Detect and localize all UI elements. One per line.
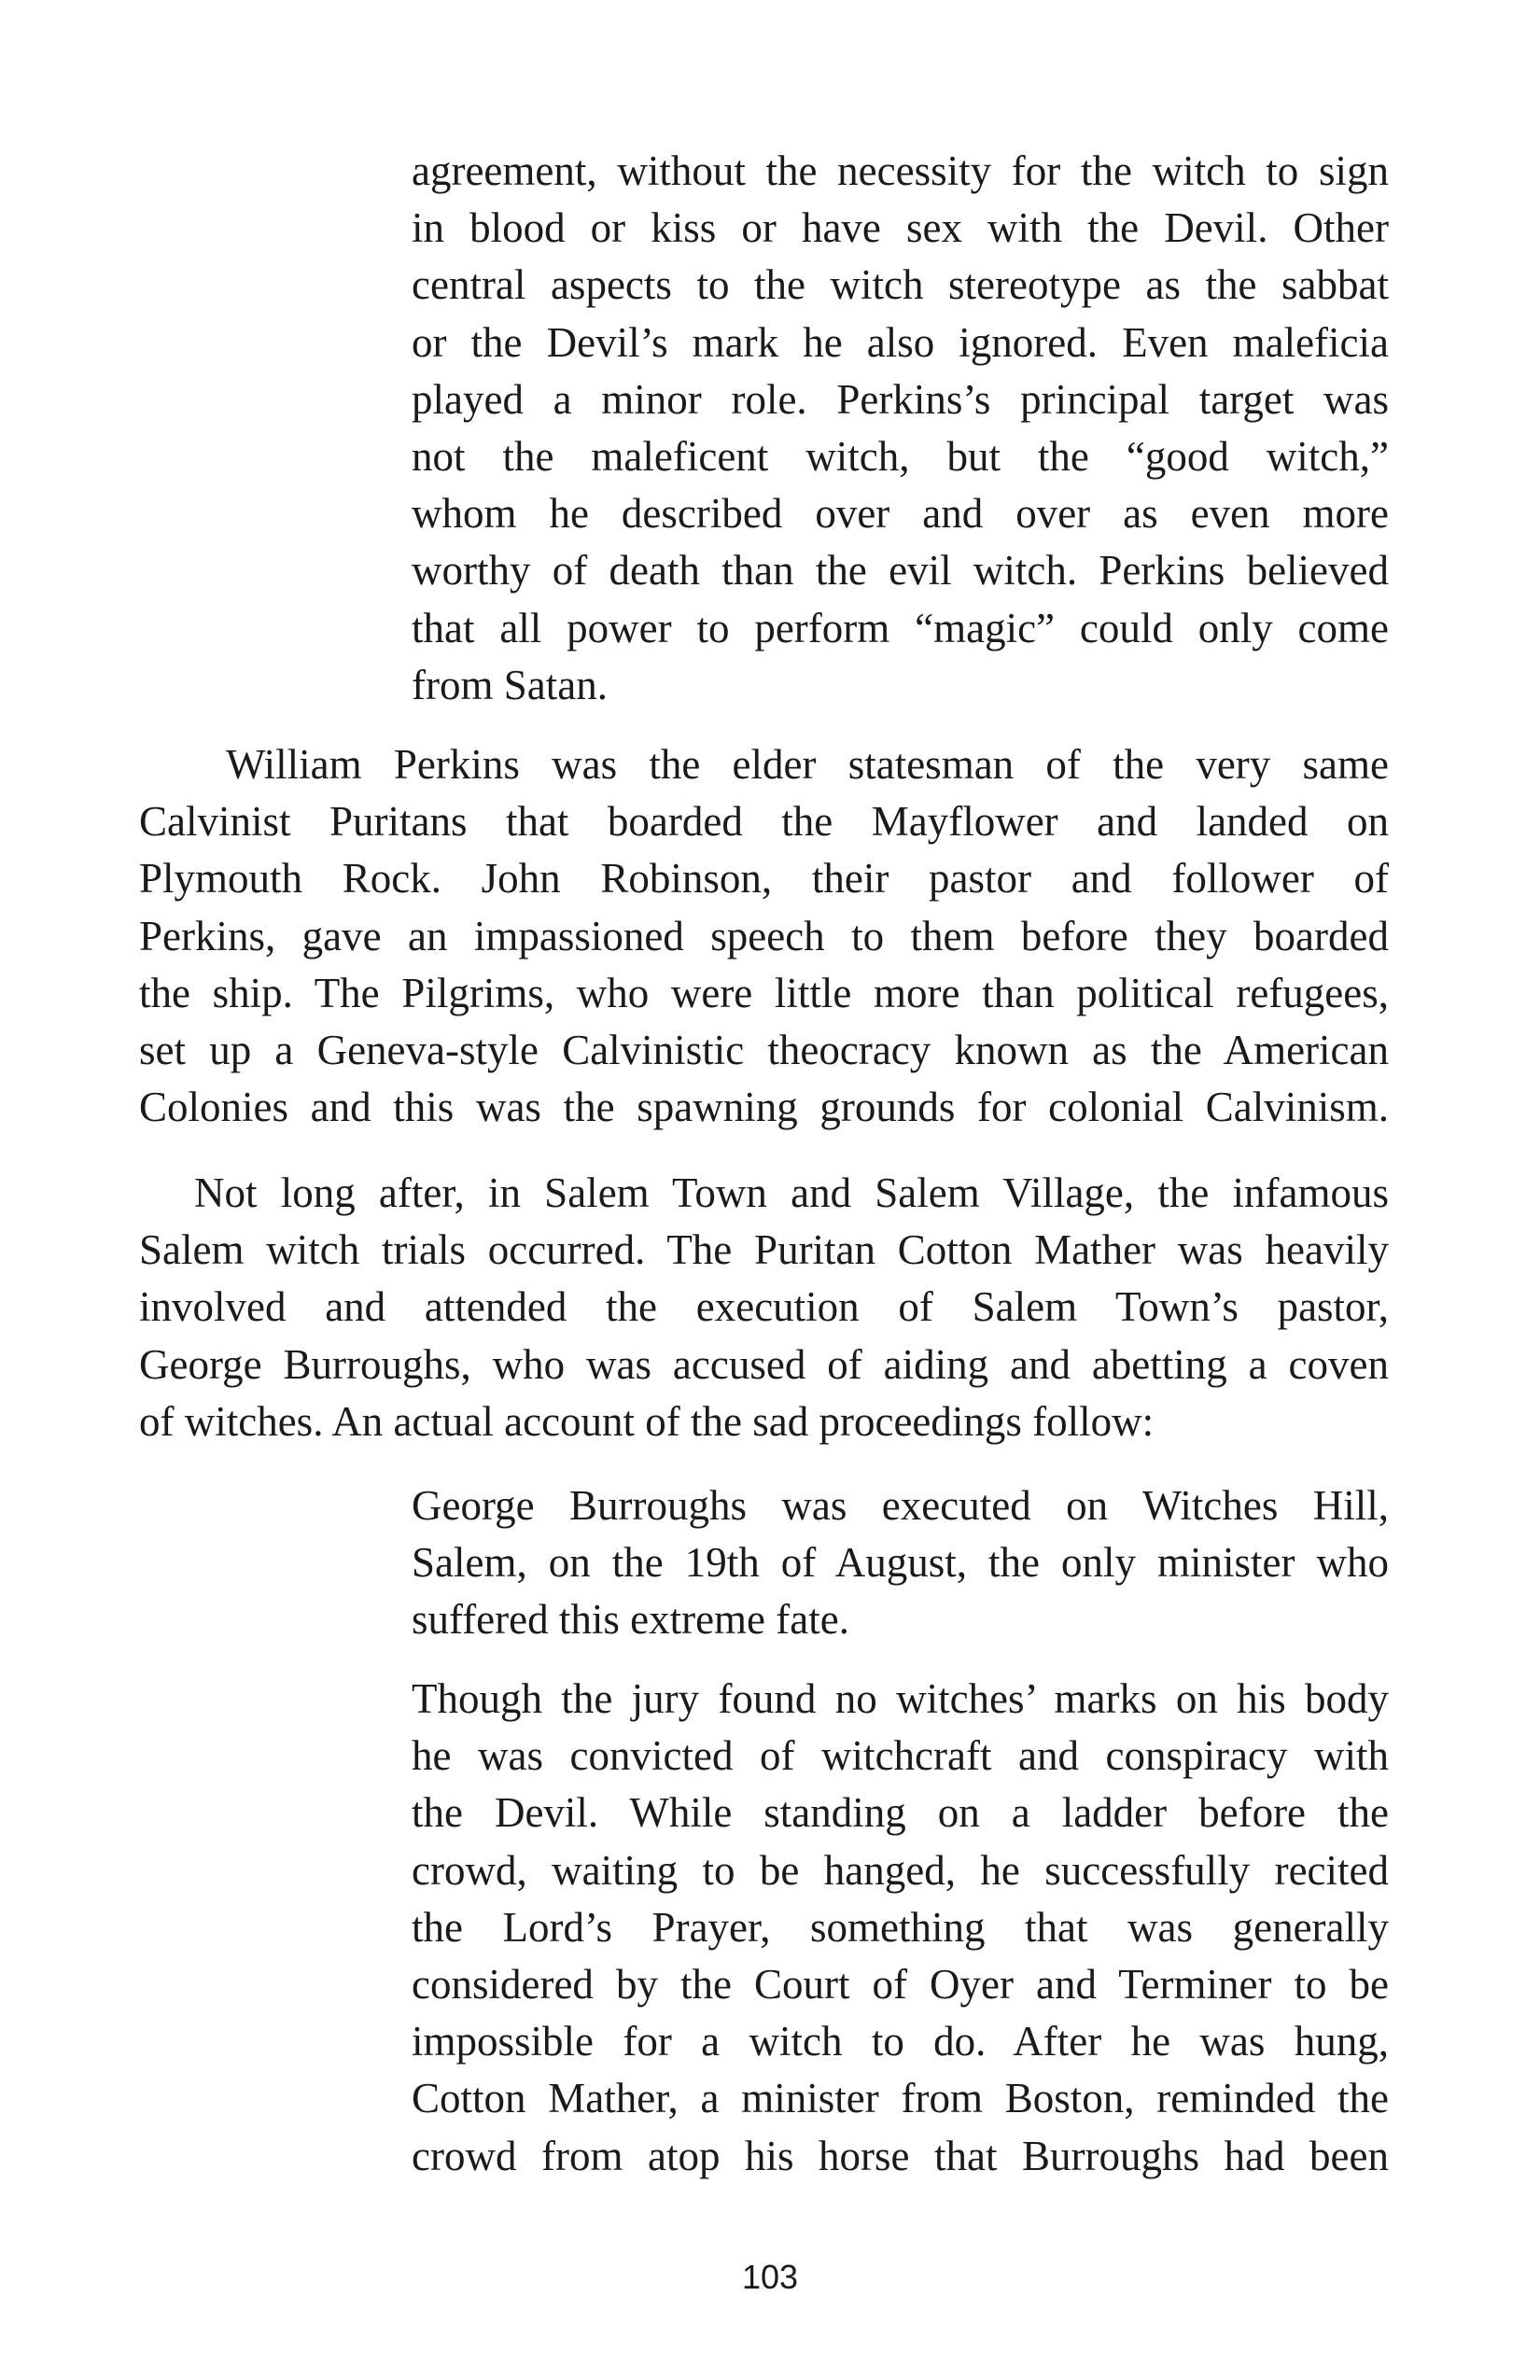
body-paragraph-puritans <box>139 736 1389 1136</box>
text-line: George Burroughs was executed on Witches Hill, <box>412 1482 1389 1529</box>
text-line: Perkins, gave an impassioned speech to them before they boarded <box>139 912 1389 959</box>
text-line: Salem witch trials occurred. The Puritan Cotton Mather was heavily <box>139 1226 1389 1274</box>
text-line: from Satan. <box>412 661 608 708</box>
text-line: Calvinist Puritans that boarded the Mayflower and landed on <box>139 798 1389 846</box>
text-line: in blood or kiss or have sex with the Devil. Other <box>412 204 1389 252</box>
text-line: crowd from atop his horse that Burroughs had been <box>412 2132 1389 2179</box>
text-line: Not long after, in Salem Town and Salem Village, the infamous <box>194 1169 1389 1216</box>
text-line: Though the jury found no witches’ marks on his body <box>412 1675 1389 1722</box>
page-number: 103 <box>741 2258 799 2296</box>
text-line: Salem, on the 19th of August, the only minister who <box>412 1539 1389 1587</box>
text-line: agreement, without the necessity for the witch to sign <box>412 147 1389 194</box>
body-paragraph-salem-trials <box>139 1165 1389 1450</box>
text-line: played a minor role. Perkins’s principal target was <box>412 375 1389 423</box>
text-line: of witches. An actual account of the sad proceedings follow: <box>139 1397 1155 1445</box>
text-line: whom he described over and over as even more <box>412 490 1389 538</box>
text-line: Cotton Mather, a minister from Boston, reminded the <box>412 2075 1389 2122</box>
text-line: he was convicted of witchcraft and conspiracy with <box>412 1732 1389 1780</box>
text-line: William Perkins was the elder statesman of the very same <box>226 741 1389 788</box>
text-line: that all power to perform “magic” could only come <box>412 604 1389 651</box>
block-quote-burroughs-conviction <box>412 1671 1389 2185</box>
text-line: central aspects to the witch stereotype as the sabbat <box>412 261 1389 309</box>
text-line: not the maleficent witch, but the “good witch,” <box>412 432 1389 480</box>
text-line: the Devil. While standing on a ladder before the <box>412 1789 1389 1837</box>
text-line: worthy of death than the evil witch. Perkins believed <box>412 547 1389 595</box>
text-line: Colonies and this was the spawning grounds for colonial Calvinism. <box>139 1084 1389 1131</box>
text-line: suffered this extreme fate. <box>412 1596 849 1644</box>
text-line: set up a Geneva-style Calvinistic theocracy known as the American <box>139 1026 1389 1073</box>
text-line: considered by the Court of Oyer and Terminer to be <box>412 1960 1389 2008</box>
text-line: the ship. The Pilgrims, who were little more than political refugees, <box>139 969 1389 1016</box>
block-quote-burroughs-execution <box>412 1477 1389 1649</box>
text-line: or the Devil’s mark he also ignored. Even maleficia <box>412 318 1389 366</box>
block-quote-perkins-definition <box>412 143 1389 714</box>
text-line: involved and attended the execution of Salem Town’s pastor, <box>139 1283 1389 1331</box>
text-line: crowd, waiting to be hanged, he successfully recited <box>412 1846 1389 1894</box>
text-line: Plymouth Rock. John Robinson, their pastor and follower of <box>139 855 1389 903</box>
text-line: impossible for a witch to do. After he was hung, <box>412 2018 1389 2065</box>
text-line: the Lord’s Prayer, something that was generally <box>412 1903 1389 1951</box>
text-line: George Burroughs, who was accused of aiding and abetting a coven <box>139 1340 1389 1388</box>
